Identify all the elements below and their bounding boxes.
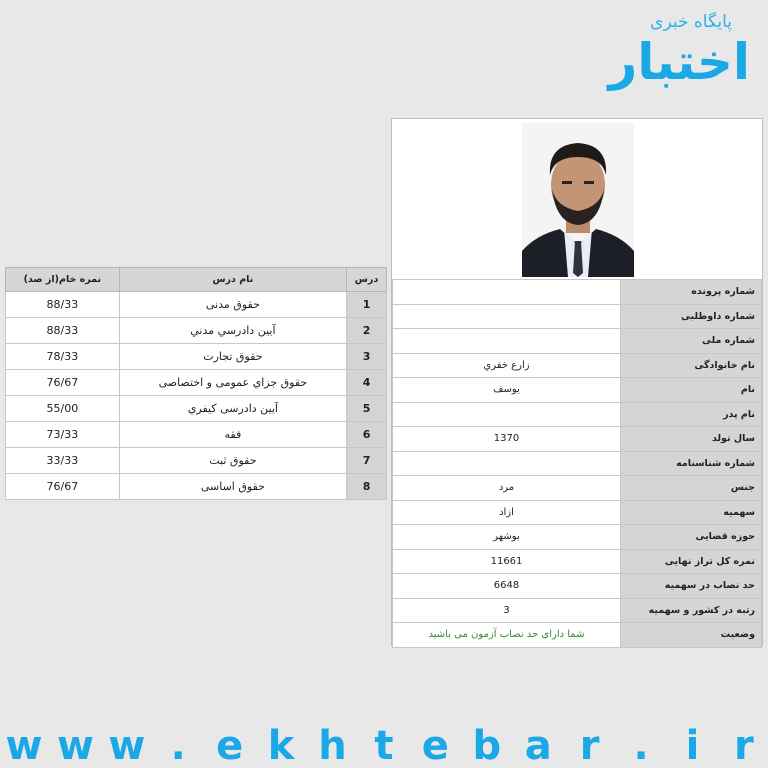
info-row (393, 623, 762, 648)
logo-name: اختبار (608, 33, 750, 91)
field-value (393, 280, 621, 305)
course-name: حقوق اساسى (119, 474, 346, 500)
course-score: 55/00 (6, 396, 120, 422)
field-label: نام خانوادگى (621, 353, 762, 378)
table-row (6, 318, 387, 344)
field-value (393, 451, 621, 476)
table-row (6, 422, 387, 448)
info-row (393, 329, 762, 354)
field-value (393, 304, 621, 329)
field-value: 3 (393, 598, 621, 623)
course-name: حقوق تجارت (119, 344, 346, 370)
header-course-number: درس (347, 268, 387, 292)
field-value: ازاد (393, 500, 621, 525)
field-label: شماره شناسنامه (621, 451, 762, 476)
url-char: . (170, 723, 186, 768)
info-row (393, 574, 762, 599)
course-number: 5 (347, 396, 387, 422)
info-row (393, 500, 762, 525)
header-course-name: نام درس (119, 268, 346, 292)
url-char: r (579, 723, 600, 768)
field-label: نمره كل تراز نهايى (621, 549, 762, 574)
candidate-photo (522, 123, 634, 277)
course-score: 76/67 (6, 370, 120, 396)
table-row (6, 344, 387, 370)
candidate-panel (391, 118, 763, 646)
field-value: 6648 (393, 574, 621, 599)
course-number: 2 (347, 318, 387, 344)
table-row (6, 448, 387, 474)
course-score: 73/33 (6, 422, 120, 448)
course-scores-table (5, 267, 387, 500)
site-url[interactable] (0, 723, 768, 768)
candidate-info-table (392, 279, 762, 648)
course-name: حقوق مدنى (119, 292, 346, 318)
course-name: حقوق جزاي عمومى و اختصاصى (119, 370, 346, 396)
person-silhouette-icon (522, 123, 634, 277)
url-char: w (5, 723, 43, 768)
field-label: جنس (621, 476, 762, 501)
url-char: i (685, 723, 700, 768)
field-value: مرد (393, 476, 621, 501)
field-value: 11661 (393, 549, 621, 574)
info-row (393, 525, 762, 550)
course-name: فقه (119, 422, 346, 448)
course-score: 33/33 (6, 448, 120, 474)
table-header-row (6, 268, 387, 292)
url-char: k (267, 723, 295, 768)
info-row (393, 402, 762, 427)
course-name: حقوق ثبت (119, 448, 346, 474)
info-row (393, 378, 762, 403)
url-char: w (108, 723, 146, 768)
field-label: رتبه در كشور و سهميه (621, 598, 762, 623)
course-name: آيين دادرسى كيفري (119, 396, 346, 422)
url-char: e (216, 723, 244, 768)
logo-tagline: پایگاه خبری (650, 12, 732, 32)
field-value: يوسف (393, 378, 621, 403)
course-number: 6 (347, 422, 387, 448)
course-number: 8 (347, 474, 387, 500)
field-label: حوزه قضايى (621, 525, 762, 550)
site-logo (608, 8, 758, 98)
url-char: . (633, 723, 649, 768)
table-row (6, 474, 387, 500)
field-label: شماره ملى (621, 329, 762, 354)
field-label: سال تولد (621, 427, 762, 452)
field-value (393, 329, 621, 354)
field-label: نام (621, 378, 762, 403)
table-row (6, 370, 387, 396)
course-name: آيين دادرسي مدني (119, 318, 346, 344)
field-value (393, 402, 621, 427)
course-score: 78/33 (6, 344, 120, 370)
table-row (6, 396, 387, 422)
field-value: زارع خفري (393, 353, 621, 378)
url-char: a (524, 723, 552, 768)
url-char: r (734, 723, 754, 768)
field-label: حد نصاب در سهميه (621, 574, 762, 599)
course-number: 4 (347, 370, 387, 396)
course-number: 3 (347, 344, 387, 370)
header-raw-score: نمره خام(از صد) (6, 268, 120, 292)
field-label: نام پدر (621, 402, 762, 427)
course-score: 76/67 (6, 474, 120, 500)
field-label: شماره داوطلبى (621, 304, 762, 329)
info-row (393, 598, 762, 623)
url-char: w (56, 723, 94, 768)
info-row (393, 476, 762, 501)
table-row (6, 292, 387, 318)
course-number: 7 (347, 448, 387, 474)
info-row (393, 280, 762, 305)
info-row (393, 353, 762, 378)
field-label: شماره پرونده (621, 280, 762, 305)
course-score: 88/33 (6, 292, 120, 318)
info-row (393, 451, 762, 476)
field-value: بوشهر (393, 525, 621, 550)
course-number: 1 (347, 292, 387, 318)
info-row (393, 304, 762, 329)
field-value: 1370 (393, 427, 621, 452)
url-char: t (374, 723, 394, 768)
info-row (393, 427, 762, 452)
course-score: 88/33 (6, 318, 120, 344)
status-message: شما داراى حد نصاب آزمون مى باشيد (393, 623, 621, 648)
info-row (393, 549, 762, 574)
field-label: سهميه (621, 500, 762, 525)
url-char: h (318, 723, 347, 768)
field-label: وضعيت (621, 623, 762, 648)
url-char: e (421, 723, 449, 768)
url-char: b (472, 723, 502, 768)
